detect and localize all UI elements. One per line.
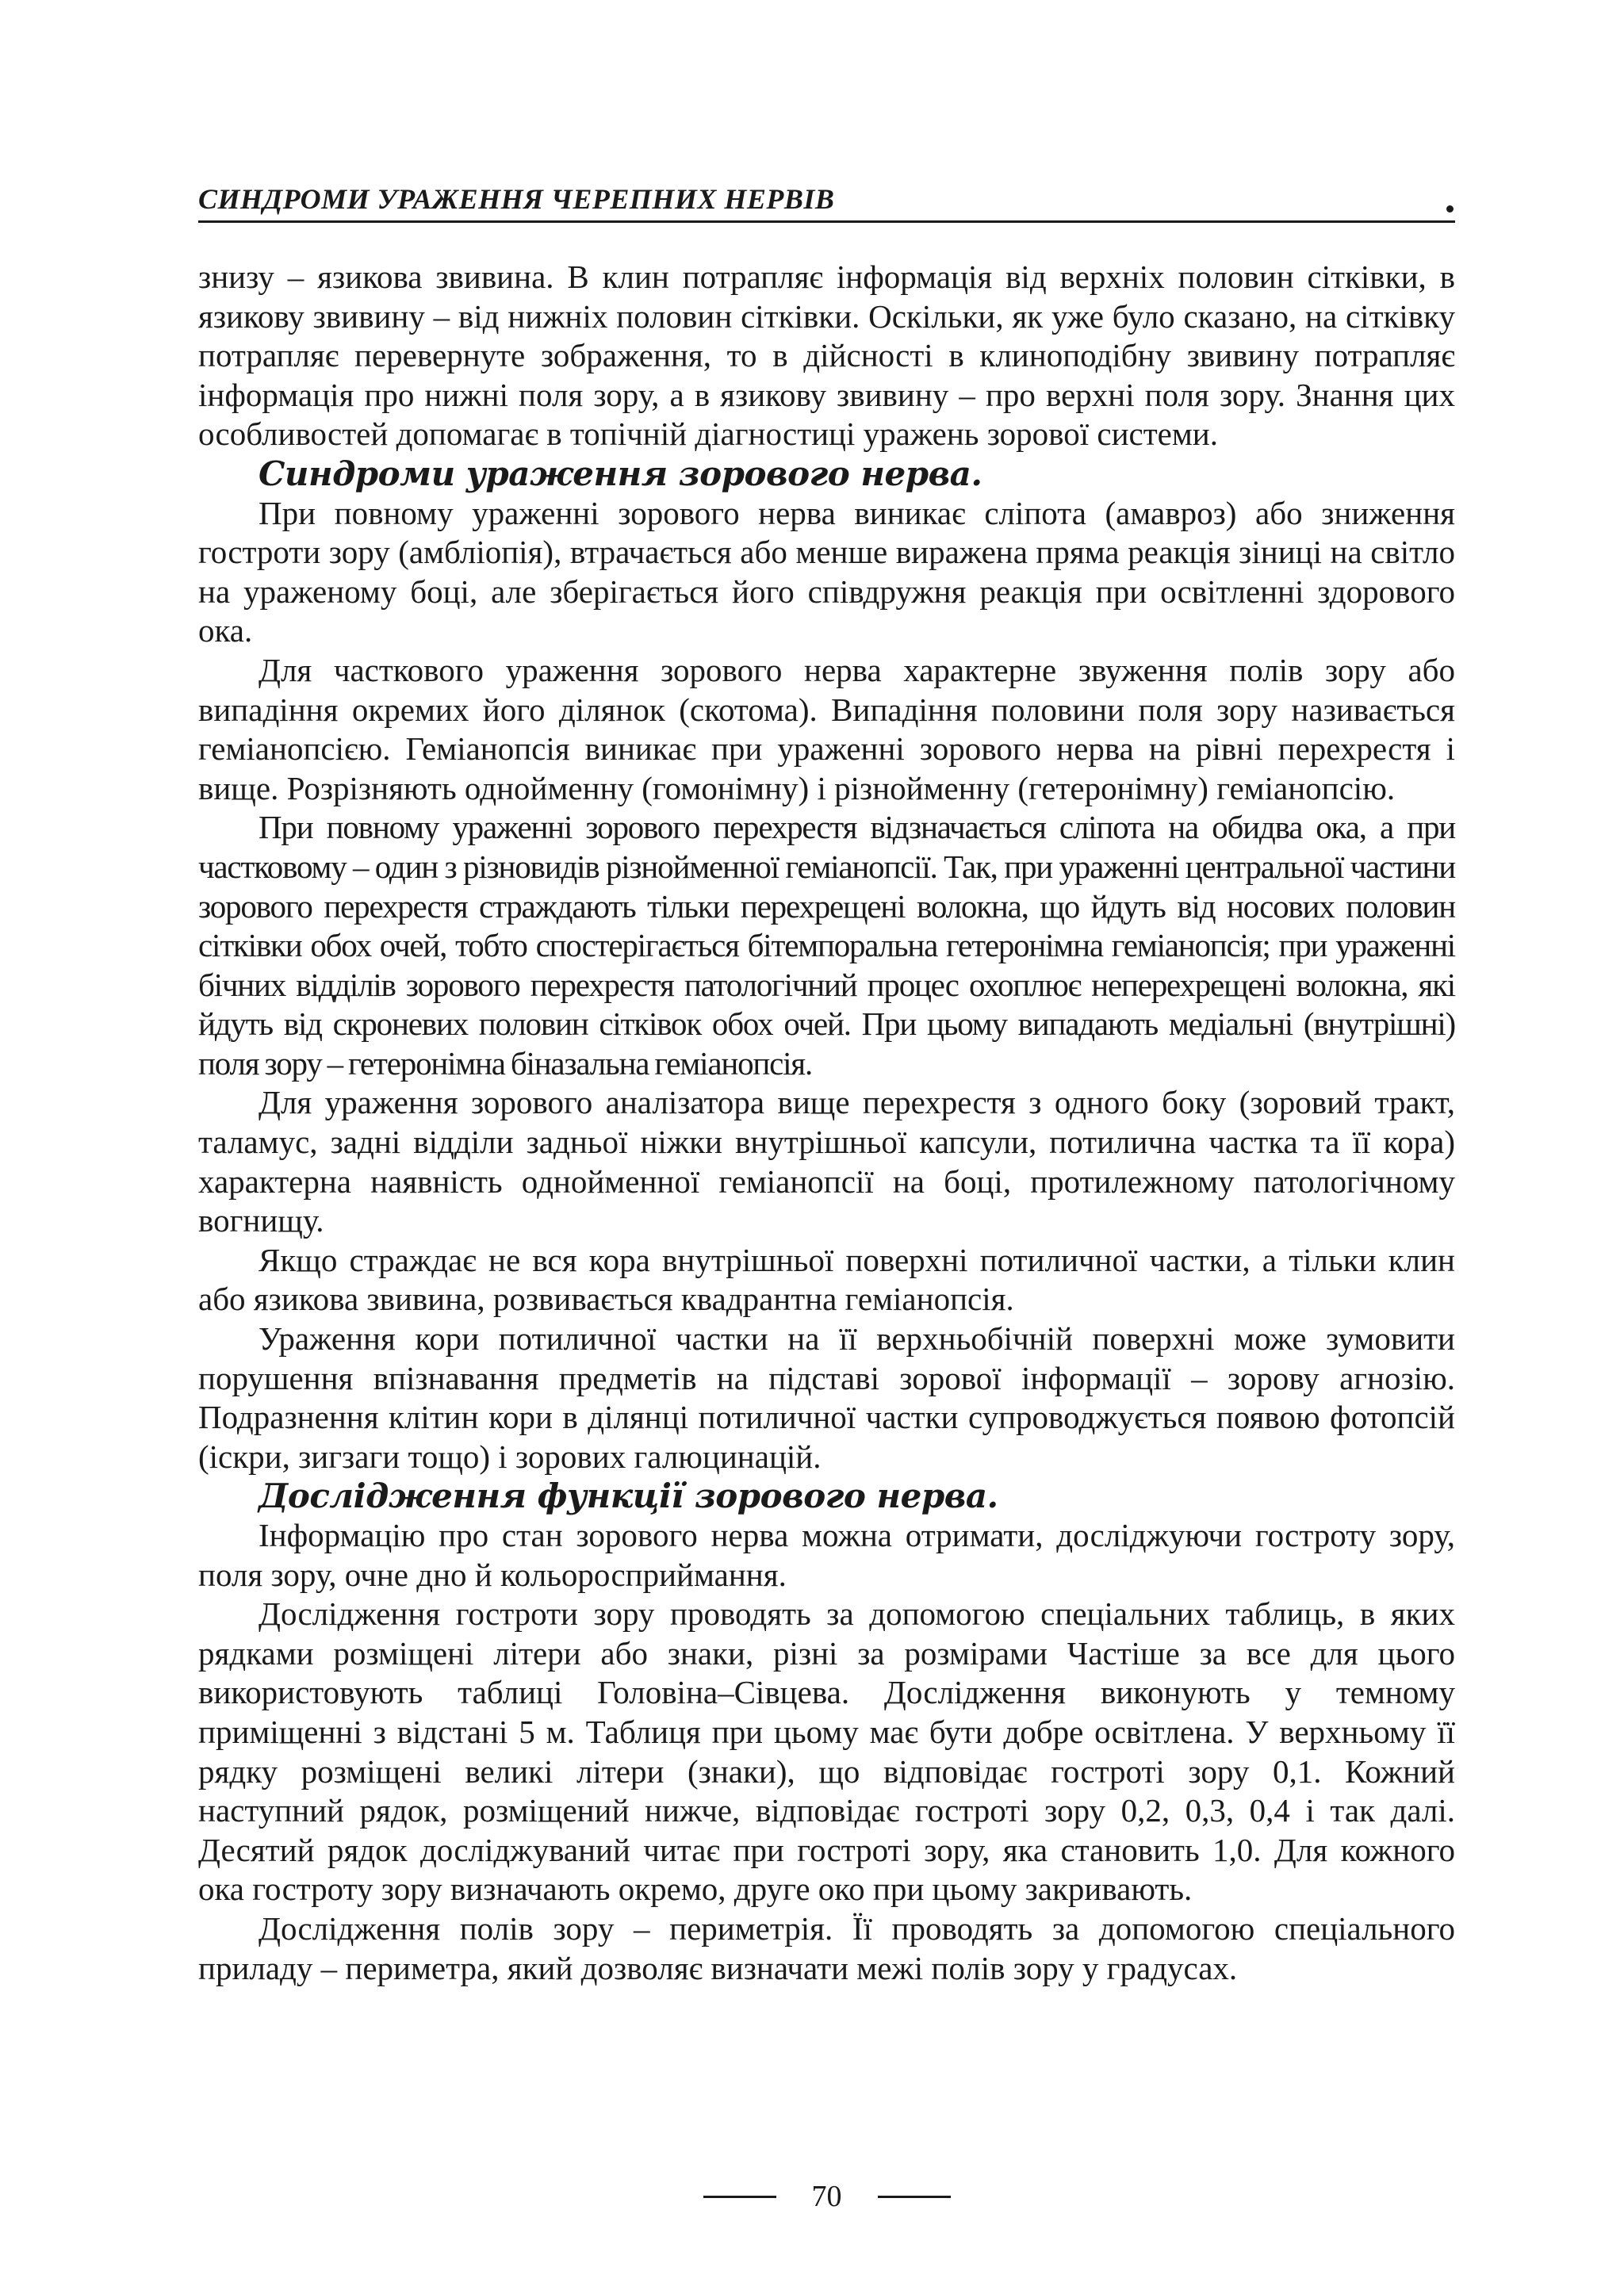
paragraph: При повному ураженні зорового перехрестя відзначається сліпота на обидва ока, а при частковому – один з різновидів різнойменної геміанопсії. Так, при ураженні центральної частини зорового перехрестя страждають тільки перехрещені волокна, що йдуть від носових половин сітківки обох очей, тобто спостерігається бітемпоральна гетеронімна геміанопсія; при ураженні бічних відділів зорового перехрестя патологічний процес охоплює неперехрещені волокна, які йдуть від скроневих половин сітківок обох очей. При цьому випадають медіальні (внутрішні) поля зору – гетеронімна біназальна геміанопсія. <box>198 809 1455 1082</box>
page-number: 70 <box>811 2180 842 2213</box>
body-text <box>198 258 1455 1988</box>
paragraph: Для часткового ураження зорового нерва характерне звуження полів зору або випадіння окремих його ділянок (скотома). Випадіння половини поля зору називається геміанопсією. Геміанопсія виникає при ураженні зорового нерва на рівні перехрестя і вище. Розрізняють однойменну (гомонімну) і різнойменну (гетеронімну) геміанопсію. <box>198 651 1455 806</box>
paragraph: Інформацію про стан зорового нерва можна отримати, досліджуючи гостроту зору, поля зору, очне дно й кольоросприймання. <box>198 1517 1455 1593</box>
paragraph: Для ураження зорового аналізатора вище перехрестя з одного боку (зоровий тракт, таламус, задні відділи задньої ніжки внутрішньої капсули, потилична частка та її кора) характерна наявність однойменної геміанопсії на боці, протилежному патологічному вогнищу. <box>198 1084 1455 1239</box>
section-heading: Дослідження функції зорового нерва. <box>259 1476 998 1516</box>
running-title: СИНДРОМИ УРАЖЕННЯ ЧЕРЕПНИХ НЕРВІВ <box>198 183 835 215</box>
paragraph: Дослідження полів зору – периметрія. Її проводять за допомогою спеціального приладу – периметра, який дозволяє визначати межі полів зору у градусах. <box>198 1909 1455 1986</box>
paragraph: знизу – язикова звивина. В клин потрапляє інформація від верхніх половин сітківки, в язикову звивину – від нижніх половин сітківки. Оскільки, як уже було сказано, на сітківку потрапляє перевернуте зображення, то в дійсності в клиноподібну звивину потрапляє інформація про нижні поля зору, а в язикову звивину – про верхні поля зору. Знання цих особливостей допомагає в топічній діагностиці уражень зорової системи. <box>198 259 1455 453</box>
paragraph: При повному ураженні зорового нерва виникає сліпота (амавроз) або зниження гостроти зору (амбліопія), втрачається або менше виражена пряма реакція зіниці на світло на ураженому боці, але зберігається його співдружня реакція при освітленні здорового ока. <box>198 494 1455 649</box>
document-page <box>198 0 1455 2294</box>
paragraph: Якщо страждає не вся кора внутрішньої поверхні потиличної частки, а тільки клин або язикова звивина, розвивається квадрантна геміанопсія. <box>198 1241 1455 1318</box>
footer-rule-right <box>878 2196 951 2198</box>
footer-rule-left <box>703 2196 776 2198</box>
running-header <box>198 176 1455 223</box>
paragraph: Дослідження гостроти зору проводять за допомогою спеціальних таблиць, в яких рядками розміщені літери або знаки, різні за розмірами Частіше за все для цього використовують таблиці Головіна–Сівцева. Дослідження виконують у темному приміщенні з відстані 5 м. Таблиця при цьому має бути добре освітлена. У верхньому її рядку розміщені великі літери (знаки), що відповідає гостроті зору 0,1. Кожний наступний рядок, розміщений нижче, відповідає гостроті зору 0,2, 0,3, 0,4 і так далі. Десятий рядок досліджуваний читає при гостроті зору, яка становить 1,0. Для кожного ока гостроту зору визначають окремо, друге око при цьому закривають. <box>198 1595 1455 1908</box>
bullet-dot-icon <box>1446 205 1454 213</box>
paragraph: Ураження кори потиличної частки на її верхньобічній поверхні може зумовити порушення впізнавання предметів на підставі зорової інформації – зорову агнозію. Подразнення клітин кори в ділянці потиличної частки супроводжується появою фотопсій (іскри, зигзаги тощо) і зорових галюцинацій. <box>198 1320 1455 1475</box>
page-footer <box>198 2177 1455 2216</box>
section-heading: Синдроми ураження зорового нерва. <box>259 454 982 493</box>
